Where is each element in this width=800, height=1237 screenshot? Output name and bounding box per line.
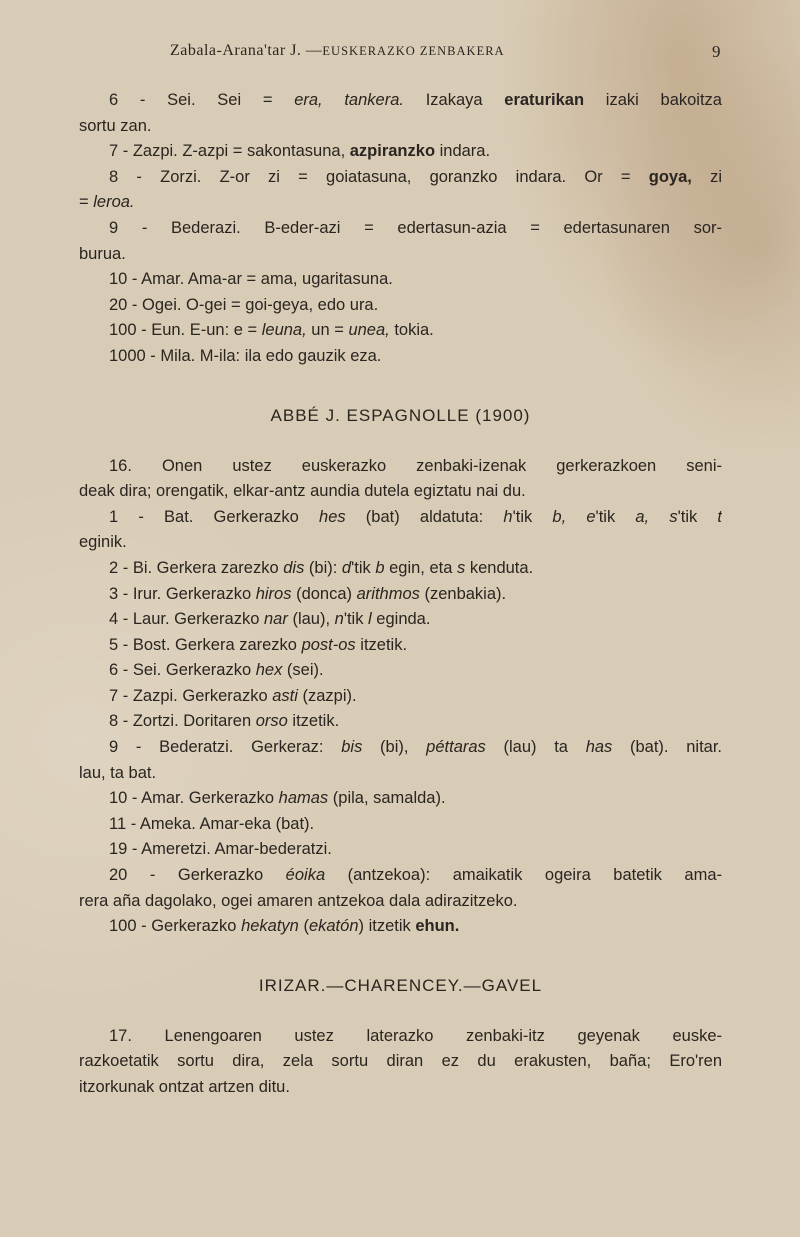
espagnolle-entry-2: 2 - Bi. Gerkera zarezko dis (bi): d'tik b egin, eta s kenduta. xyxy=(109,558,534,577)
paragraph-17 xyxy=(79,1024,722,1101)
entry-100: 100 - Eun. E-un: e = leuna, un = unea, tokia. xyxy=(109,321,434,340)
numeral-list-espagnolle xyxy=(79,454,722,940)
entry-6-line-2: sortu zan. xyxy=(79,116,152,135)
espagnolle-entry-20-line-2: rera aña dagolako, ogei amaren antzekoa dala adirazitzeko. xyxy=(79,891,518,910)
espagnolle-entry-19: 19 - Ameretzi. Amar-bederatzi. xyxy=(109,840,332,859)
section-heading-irizar: IRIZAR.—CHARENCEY.—GAVEL xyxy=(258,975,543,995)
entry-8-line-2: = leroa. xyxy=(79,193,135,212)
entry-6-line-1: 6 - Sei. Sei = era, tankera. Izakaya eraturikan izaki bakoitza xyxy=(109,91,722,109)
espagnolle-entry-7: 7 - Zazpi. Gerkerazko asti (zazpi). xyxy=(109,686,357,705)
entry-10: 10 - Amar. Ama-ar = ama, ugaritasuna. xyxy=(109,270,393,289)
espagnolle-entry-5: 5 - Bost. Gerkera zarezko post-os itzetik. xyxy=(109,635,408,654)
espagnolle-entry-100: 100 - Gerkerazko hekatyn (ekatón) itzetik ehun. xyxy=(109,917,460,936)
numeral-list-zabala xyxy=(79,88,722,370)
running-head xyxy=(0,42,800,66)
section-heading-espagnolle: ABBÉ J. ESPAGNOLLE (1900) xyxy=(270,405,531,425)
entry-20: 20 - Ogei. O-gei = goi-geya, edo ura. xyxy=(109,295,379,314)
paragraph-16-line-2: deak dira; orengatik, elkar-antz aundia dutela egiztatu nai du. xyxy=(79,482,526,501)
espagnolle-entry-6: 6 - Sei. Gerkerazko hex (sei). xyxy=(109,661,324,680)
espagnolle-entry-3: 3 - Irur. Gerkerazko hiros (donca) arithmos (zenbakia). xyxy=(109,584,507,603)
entry-1000: 1000 - Mila. M-ila: ila edo gauzik eza. xyxy=(109,346,382,365)
paragraph-16-line-1: 16. Onen ustez euskerazko zenbaki-izenak gerkerazkoen seni- xyxy=(109,456,722,475)
page-number: 9 xyxy=(712,42,721,61)
paragraph-17-line-3: itzorkunak ontzat artzen ditu. xyxy=(79,1078,290,1096)
entry-9-line-1: 9 - Bederazi. B-eder-azi = edertasun-azia = edertasunaren sor- xyxy=(109,218,722,237)
entry-9-line-2: burua. xyxy=(79,244,126,263)
page-body xyxy=(79,88,722,1101)
paragraph-17-line-2: razkoetatik sortu dira, zela sortu diran ez du erakusten, baña; Ero'ren xyxy=(79,1052,722,1071)
espagnolle-entry-1-line-2: eginik. xyxy=(79,533,127,552)
entry-8-line-1: 8 - Zorzi. Z-or zi = goiatasuna, goranzko indara. Or = goya, zi xyxy=(109,167,722,186)
running-title: Zabala-Arana'tar J. —EUSKERAZKO ZENBAKERA xyxy=(170,42,505,59)
espagnolle-entry-4: 4 - Laur. Gerkerazko nar (lau), n'tik l eginda. xyxy=(109,610,431,629)
espagnolle-entry-9-line-1: 9 - Bederatzi. Gerkeraz: bis (bi), péttaras (lau) ta has (bat). nitar. xyxy=(109,738,722,757)
entry-7: 7 - Zazpi. Z-azpi = sakontasuna, azpiranzko indara. xyxy=(109,142,491,161)
espagnolle-entry-20-line-1: 20 - Gerkerazko éoika (antzekoa): amaikatik ogeira batetik ama- xyxy=(109,866,722,885)
espagnolle-entry-11: 11 - Ameka. Amar-eka (bat). xyxy=(109,814,315,833)
paragraph-17-line-1: 17. Lenengoaren ustez laterazko zenbaki-itz geyenak euske- xyxy=(109,1026,722,1045)
espagnolle-entry-9-line-2: lau, ta bat. xyxy=(79,763,157,782)
espagnolle-entry-1-line-1: 1 - Bat. Gerkerazko hes (bat) aldatuta: h'tik b, e'tik a, s'tik t xyxy=(109,507,722,526)
espagnolle-entry-8: 8 - Zortzi. Doritaren orso itzetik. xyxy=(109,712,340,731)
espagnolle-entry-10: 10 - Amar. Gerkerazko hamas (pila, samalda). xyxy=(109,789,446,808)
